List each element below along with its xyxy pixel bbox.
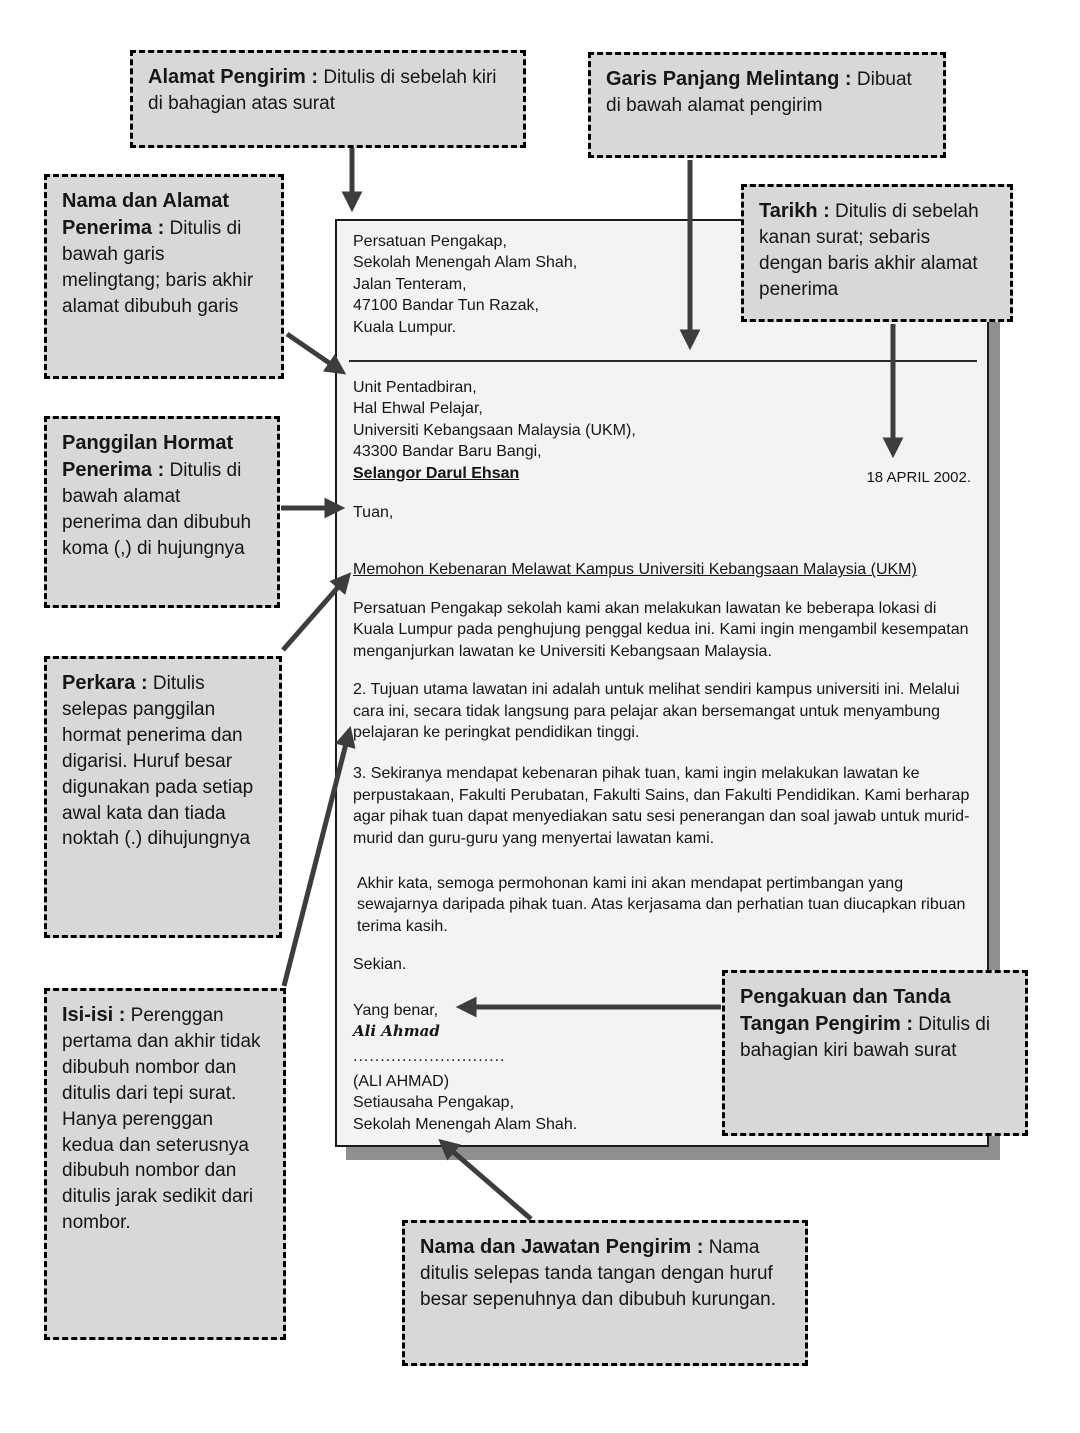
callout-title: Isi-isi : [62,1004,126,1026]
callout-title: Perkara : [62,672,148,694]
sender-line: Jalan Tenteram, [353,275,467,293]
paragraph-3: 3. Sekiranya mendapat kebenaran pihak tuan, kami ingin melakukan lawatan ke perpustakaan, Fakulti Perubatan, Fakulti Sains, dan Fakulti Pendidikan. Kami berharap agar pihak tuan dapat menyediakan satu sesi penerangan dan soal jawab untuk murid-murid dan guru-guru yang menyertai lawatan kami. [353,765,970,847]
callout-pengakuan-tandatangan [722,970,1028,1136]
paragraph-2: 2. Tujuan utama lawatan ini adalah untuk melihat sendiri kampus universiti ini. Melalui cara ini, secara tidak langsung para pelajar akan bersemangat untuk menyambung pelajaran ke peringkat pendidikan tinggi. [353,681,960,741]
horizontal-rule [349,360,977,362]
arrow-nama-jawatan [443,1143,531,1219]
signature-dotted-line: ............................ [353,1047,506,1065]
signer-name: (ALI AHMAD) [353,1072,450,1090]
callout-body: Perenggan pertama dan akhir tidak dibubuh nombor dan ditulis dari tepi surat. Hanya perenggan kedua dan seterusnya dibubuh nombor dan ditulis jarak sedikit dari nombor. [62,1005,261,1233]
sender-line: Persatuan Pengakap, [353,233,507,250]
callout-perkara [44,656,282,938]
paragraph-1: Persatuan Pengakap sekolah kami akan melakukan lawatan ke beberapa lokasi di Kuala Lumpur pada penghujung penggal kedua ini. Kami ingin mengambil kesempatan menganjurkan lawatan ke Universiti Kebangsaan Malaysia. [353,599,969,660]
callout-panggilan-hormat [44,416,280,608]
signature-script: Ali Ahmad [353,1021,440,1040]
sender-line: Kuala Lumpur. [353,318,457,336]
callout-title: Tarikh : [759,200,830,222]
sign-off: Yang benar, [353,1001,439,1019]
letter-date: 18 APRIL 2002. [866,469,971,486]
callout-body: Ditulis di sebelah kiri di bahagian atas surat [148,67,497,115]
callout-body: Ditulis di bahagian kiri bawah surat [740,1014,991,1062]
recipient-line: Hal Ehwal Pelajar, [353,400,483,418]
callout-title: Nama dan Alamat Penerima : [62,190,230,240]
callout-alamat-pengirim [130,50,526,148]
signer-title: Setiausaha Pengakap, [353,1094,515,1112]
callout-title: Garis Panjang Melintang : [606,68,852,90]
paragraph-4: Akhir kata, semoga permohonan kami ini akan mendapat pertimbangan yang sewajarnya daripada pihak tuan. Atas kerjasama dan perhatian tuan diucapkan ribuan terima kasih. [357,874,966,935]
callout-body: Ditulis selepas panggilan hormat penerima dan digarisi. Huruf besar digunakan pada setiap awal kata dan tiada noktah (.) dihujungnya [62,673,254,850]
salutation: Tuan, [353,504,394,522]
callout-title: Nama dan Jawatan Pengirim : [420,1236,704,1258]
callout-nama-alamat-penerima [44,174,284,379]
signer-org: Sekolah Menengah Alam Shah. [353,1115,578,1133]
callout-title: Pengakuan dan Tanda Tangan Pengirim : [740,986,951,1036]
recipient-state-line: Selangor Darul Ehsan [353,464,520,482]
sender-line: 47100 Bandar Tun Razak, [353,297,539,315]
sender-line: Sekolah Menengah Alam Shah, [353,254,578,272]
closing: Sekian. [353,956,407,974]
arrow-nama-penerima [287,334,341,371]
callout-nama-jawatan-pengirim [402,1220,808,1366]
callout-tarikh [741,184,1013,322]
callout-isi-isi [44,988,286,1340]
callout-title: Panggilan Hormat Penerima : [62,432,234,482]
callout-title: Alamat Pengirim : [148,66,319,88]
callout-body: Dibuat di bawah alamat pengirim [606,69,912,117]
callout-body: Ditulis di bawah alamat penerima dan dibubuh koma (,) di hujungnya [62,460,252,560]
recipient-line: Universiti Kebangsaan Malaysia (UKM), [353,421,636,439]
recipient-line: 43300 Bandar Baru Bangi, [353,443,542,461]
callout-body: Ditulis di bawah garis melingtang; baris akhir alamat dibubuh garis [62,218,254,318]
subject-line: Memohon Kebenaran Melawat Kampus Universiti Kebangsaan Malaysia (UKM) [353,561,917,579]
callout-body: Nama ditulis selepas tanda tangan dengan huruf besar sepenuhnya dan dibubuh kurungan. [420,1237,777,1311]
recipient-line: Unit Pentadbiran, [353,379,477,397]
callout-body: Ditulis di sebelah kanan surat; sebaris dengan baris akhir alamat penerima [759,201,979,300]
callout-garis-panjang-melintang [588,52,946,158]
